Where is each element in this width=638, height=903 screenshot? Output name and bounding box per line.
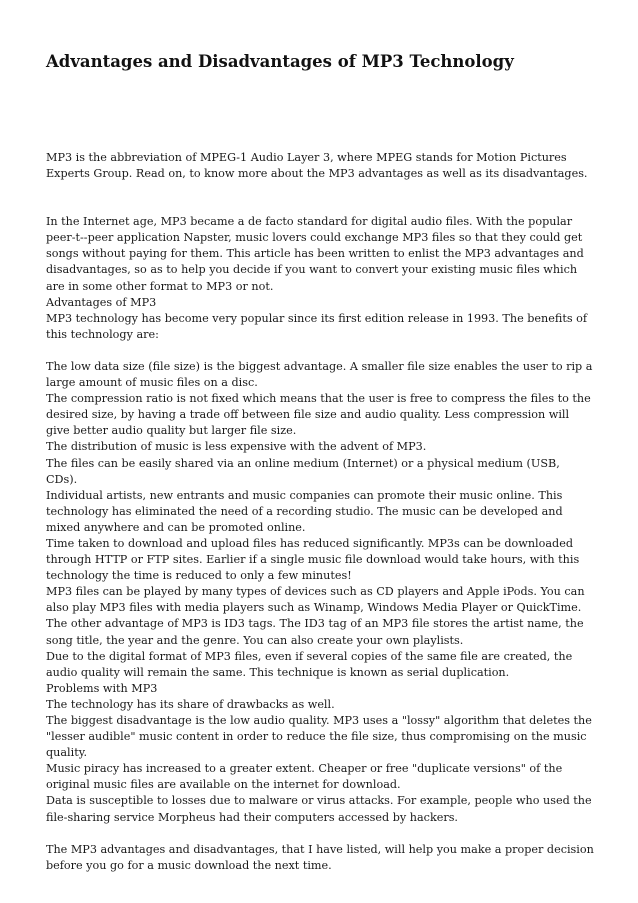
advantage-item-compression: The compression ratio is not fixed which means that the user is free to compress the files to the desired size, by having a trade off between file size and audio quality. Less compression will give better audio quality but larger file size. [46, 392, 591, 438]
document-title: Advantages and Disadvantages of MP3 Technology [46, 52, 514, 71]
advantage-item-id3-tags: The other advantage of MP3 is ID3 tags. The ID3 tag of an MP3 file stores the artist name, the song title, the year and the genre. You can also create your own playlists. [46, 617, 584, 647]
problem-item-audio-quality: The biggest disadvantage is the low audio quality. MP3 uses a "lossy" algorithm that deletes the "lesser audible" music content in order to reduce the file size, thus compromising on the music quality. [46, 714, 592, 760]
advantages-heading: Advantages of MP3 [46, 295, 157, 309]
advantage-item-distribution: The distribution of music is less expensive with the advent of MP3. [46, 440, 427, 454]
paragraph-gap [46, 182, 594, 214]
problem-item-piracy: Music piracy has increased to a greater extent. Cheaper or free "duplicate versions" of the original music files are available on the internet for download. [46, 762, 563, 792]
advantage-item-download-time: Time taken to download and upload files has reduced significantly. MP3s can be downloaded through HTTP or FTP sites. Earlier if a single music file download would take hours, with this technology the time is reduced to only a few minutes! [46, 536, 580, 583]
conclusion-paragraph: The MP3 advantages and disadvantages, that I have listed, will help you make a proper decision before you go for a music download the next time. [46, 842, 594, 872]
advantages-intro: MP3 technology has become very popular since its first edition release in 1993. The benefits of this technology are: [46, 311, 587, 341]
paragraph-gap [46, 343, 594, 359]
problem-item-malware: Data is susceptible to losses due to malware or virus attacks. For example, people who used the file-sharing service Morpheus had their computers accessed by hackers. [46, 794, 592, 824]
problems-heading: Problems with MP3 [46, 681, 158, 695]
document-body [46, 150, 594, 874]
intro-paragraph: MP3 is the abbreviation of MPEG-1 Audio Layer 3, where MPEG stands for Motion Pictures Experts Group. Read on, to know more about the MP3 advantages as well as its disadvantages. [46, 151, 588, 181]
advantage-item-serial-duplication: Due to the digital format of MP3 files, even if several copies of the same file are created, the audio quality will remain the same. This technique is known as serial duplication. [46, 649, 573, 679]
advantage-item-devices: MP3 files can be played by many types of devices such as CD players and Apple iPods. You can also play MP3 files with media players such as Winamp, Windows Media Player or QuickTime. [46, 585, 585, 615]
advantage-item-sharing: The files can be easily shared via an online medium (Internet) or a physical medium (USB, CDs). [46, 456, 560, 486]
paragraph-gap [46, 826, 594, 842]
advantage-item-file-size: The low data size (file size) is the biggest advantage. A smaller file size enables the user to rip a large amount of music files on a disc. [46, 359, 593, 390]
problem-item-drawbacks: The technology has its share of drawbacks as well. [46, 697, 335, 711]
internet-age-paragraph: In the Internet age, MP3 became a de facto standard for digital audio files. With the popular peer-t--peer application Napster, music lovers could exchange MP3 files so that they could get songs without paying for them. This article has been written to enlist the MP3 advantages and disadvantages, so as to help you decide if you want to convert your existing music files which are in some other format to MP3 or not. [46, 215, 584, 293]
advantage-item-promotion: Individual artists, new entrants and music companies can promote their music online. This technology has eliminated the need of a recording studio. The music can be developed and mixed anywhere and can be promoted online. [46, 488, 563, 534]
